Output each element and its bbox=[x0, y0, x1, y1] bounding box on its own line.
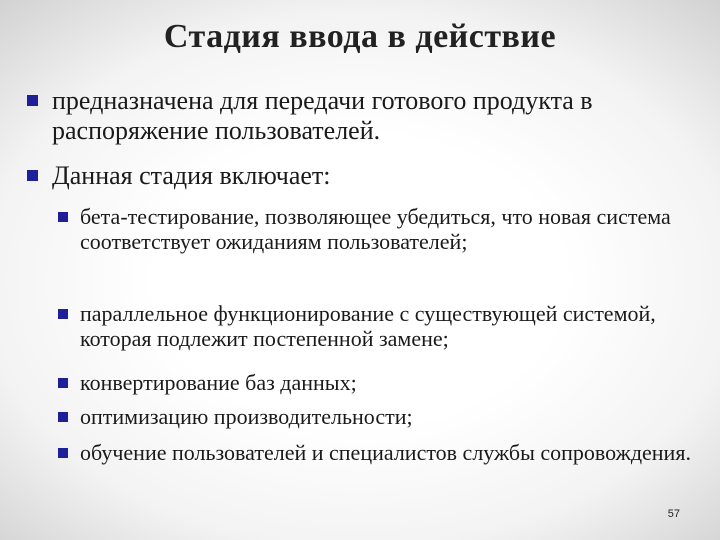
sub-bullet-item bbox=[80, 301, 700, 351]
sub-bullet-text: конвертирование баз данных; bbox=[80, 370, 357, 395]
bullet-item bbox=[52, 86, 692, 146]
square-bullet-icon bbox=[58, 412, 68, 422]
sub-bullet-item bbox=[80, 440, 700, 465]
page-number: 57 bbox=[667, 508, 680, 520]
sub-bullet-text: бета-тестирование, позволяющее убедиться, что новая система соответствует ожиданиям пользователей; bbox=[80, 204, 671, 254]
square-bullet-icon bbox=[58, 448, 68, 458]
sub-bullet-text: обучение пользователей и специалистов службы сопровождения. bbox=[80, 440, 691, 465]
square-bullet-icon bbox=[58, 309, 68, 319]
square-bullet-icon bbox=[27, 95, 38, 106]
bullet-item bbox=[52, 161, 692, 191]
sub-bullet-item bbox=[80, 404, 700, 429]
sub-bullet-item bbox=[80, 370, 700, 395]
square-bullet-icon bbox=[58, 212, 68, 222]
square-bullet-icon bbox=[27, 170, 38, 181]
slide-title: Стадия ввода в действие bbox=[163, 18, 557, 55]
sub-bullet-text: параллельное функционирование с существующей системой, которая подлежит постепенной замене; bbox=[80, 301, 656, 351]
bullet-text: Данная стадия включает: bbox=[52, 161, 331, 190]
bullet-text: предназначена для передачи готового продукта в распоряжение пользователей. bbox=[52, 86, 593, 145]
square-bullet-icon bbox=[58, 378, 68, 388]
sub-bullet-item bbox=[80, 204, 700, 254]
sub-bullet-text: оптимизацию производительности; bbox=[80, 404, 413, 429]
